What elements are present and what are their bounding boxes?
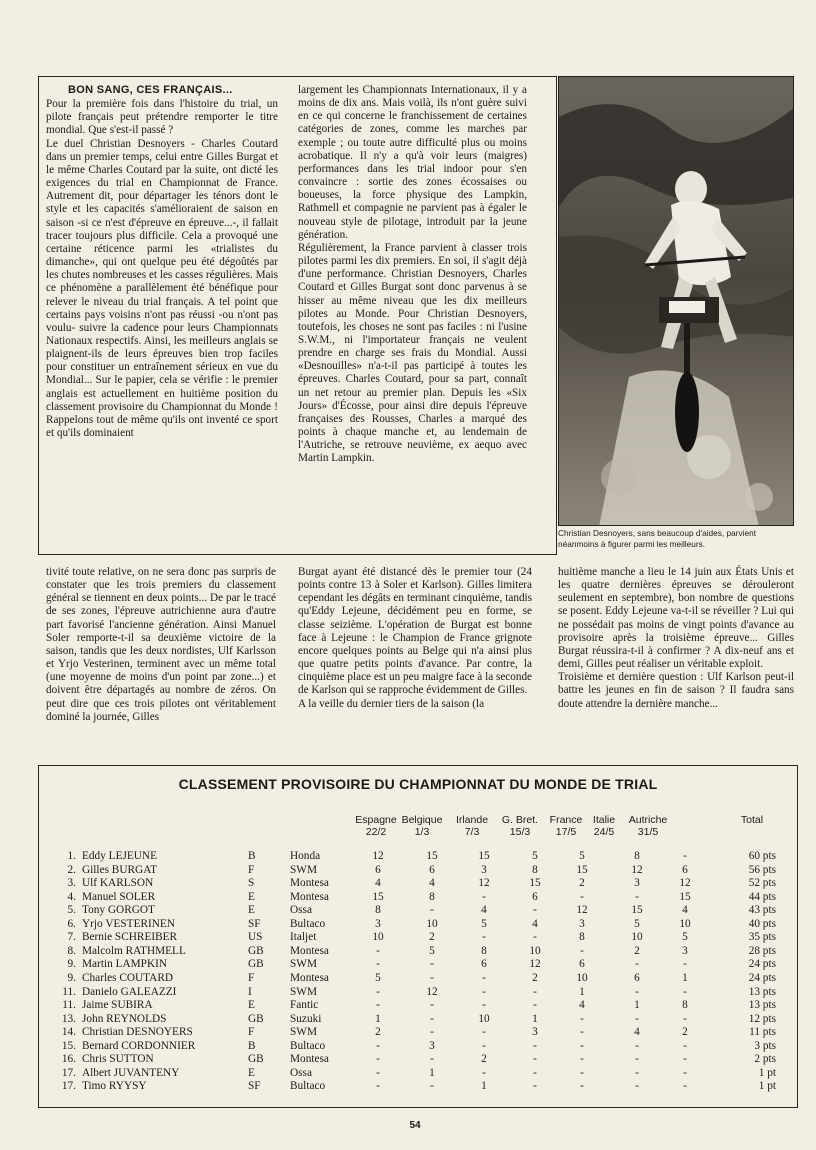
rider-name-cell: Jaime SUBIRA: [82, 999, 153, 1012]
points-cell: -: [430, 958, 434, 971]
nationality-cell: B: [248, 1039, 256, 1052]
page-number: 54: [409, 1120, 421, 1131]
points-cell: 10: [679, 917, 691, 930]
rider-name-cell: Danielo GALEAZZI: [82, 985, 177, 998]
total-cell: 52 pts: [748, 877, 776, 890]
points-cell: -: [482, 1066, 486, 1079]
total-cell: 1 pt: [758, 1080, 776, 1093]
rank-cell: 11.: [62, 985, 76, 998]
column-date: 22/2: [365, 825, 387, 838]
points-cell: -: [683, 850, 687, 862]
points-cell: 3: [375, 917, 381, 930]
points-cell: -: [376, 958, 380, 971]
points-cell: 4: [532, 917, 538, 930]
points-cell: 5: [634, 917, 640, 930]
points-cell: -: [533, 1053, 537, 1066]
rank-cell: 8.: [67, 944, 76, 957]
motorcycle-cell: Suzuki: [290, 1012, 322, 1025]
rank-cell: 5.: [67, 904, 76, 917]
total-cell: 13 pts: [748, 999, 776, 1012]
points-cell: 10: [631, 931, 643, 944]
points-cell: 8: [429, 890, 435, 903]
points-cell: -: [430, 1026, 434, 1039]
nationality-cell: B: [248, 850, 256, 862]
points-cell: 15: [631, 904, 643, 917]
column-header: [624, 815, 672, 838]
points-cell: -: [635, 1039, 639, 1052]
points-cell: -: [376, 944, 380, 957]
column-date: 24/5: [593, 825, 615, 838]
nationality-cell: GB: [248, 1012, 264, 1025]
points-cell: 1: [375, 1012, 381, 1025]
points-cell: 1: [429, 1066, 435, 1079]
photo-caption: Christian Desnoyers, sans beaucoup d'aides, parvient néanmoins à figurer parmi les meilleurs.: [558, 528, 757, 549]
motorcycle-cell: Ossa: [290, 904, 312, 917]
points-cell: 2: [634, 944, 640, 957]
points-cell: 2: [532, 971, 538, 984]
points-cell: -: [635, 1066, 639, 1079]
points-cell: 8: [682, 999, 688, 1012]
points-cell: -: [635, 958, 639, 971]
points-cell: -: [430, 1012, 434, 1025]
points-cell: -: [376, 1039, 380, 1052]
points-cell: 6: [375, 863, 381, 876]
rank-cell: 17.: [61, 1080, 76, 1093]
box-paragraph: Régulièrement, la France parvient à classer trois pilotes parmi les dix premiers. En soi, il s'agit déjà d'une performance. Christian Desnoyers, Charles Coutard et Gilles Burgat sont donc parvenus à se hisser au même niveau que les dix meilleurs pilotes au Monde. Pour Christian Desnoyers, toutefois, les choses ne sont pas faciles : ni l'usine S.W.M., ni l'importateur français ne veulent prendre en charge ses frais du Mondial. Aussi «Desnouilles» n'a-t-il pas participé à toutes les épreuves. Charles Coutard, pour sa part, connaît un net retour au premier plan. Depuis les «Six Jours» d'Écosse, pour ainsi dire depuis l'épreuve françaises des Rousses, Charles a marqué des points à chaque manche et, au lendemain de l'Autriche, se retrouve neuvième, ex aequo avec Martin Lampkin.: [298, 241, 527, 465]
points-cell: -: [376, 1066, 380, 1079]
points-cell: -: [683, 1012, 687, 1025]
rank-cell: 7.: [67, 931, 76, 944]
points-cell: -: [683, 1039, 687, 1052]
points-cell: -: [430, 999, 434, 1012]
points-cell: -: [533, 1080, 537, 1093]
points-cell: 12: [679, 877, 691, 890]
rider-name-cell: Eddy LEJEUNE: [82, 850, 157, 862]
points-cell: 2: [481, 1053, 487, 1066]
nationality-cell: E: [248, 999, 255, 1012]
rank-cell: 2.: [67, 863, 76, 876]
column-country: G. Bret.: [501, 814, 539, 826]
points-cell: 8: [634, 850, 640, 862]
rank-cell: 11.: [62, 999, 76, 1012]
rank-cell: 9.: [67, 971, 76, 984]
motorcycle-cell: Bultaco: [290, 1039, 326, 1052]
points-cell: 3: [634, 877, 640, 890]
box-column-2: [298, 84, 527, 466]
points-cell: -: [430, 1053, 434, 1066]
points-cell: 10: [372, 931, 384, 944]
points-cell: 5: [579, 850, 585, 862]
total-cell: 3 pts: [754, 1039, 776, 1052]
points-cell: 4: [481, 904, 487, 917]
points-cell: -: [482, 985, 486, 998]
motorcycle-cell: SWM: [290, 958, 317, 971]
column-country: Belgique: [401, 814, 443, 826]
points-cell: 5: [532, 850, 538, 862]
points-cell: 4: [579, 999, 585, 1012]
total-cell: 60 pts: [748, 850, 776, 862]
box-paragraph: largement les Championnats Internationaux, il y a moins de dix ans. Mais voilà, ils n'ont guère suivi en ce qui concerne le franchissement de certaines catégories de zones, comme les marches par exemple ; ou toute autre difficulté plus ou moins acrobatique. Il n'y a qu'à voir leurs (maigres) performances dans les trial indoor pour s'en convaincre : sortie des zones écossaises ou boueuses, la force physique des Lampkin, Rathmell et compagnie ne parvient pas à égaler le nouveau style de pilotage, introduit par la jeune génération.: [298, 84, 527, 241]
nationality-cell: F: [248, 971, 255, 984]
points-cell: 15: [679, 890, 691, 903]
nationality-cell: I: [248, 985, 252, 998]
points-cell: 1: [682, 971, 688, 984]
points-cell: 10: [426, 917, 438, 930]
motorcycle-cell: Montesa: [290, 944, 329, 957]
points-cell: 12: [478, 877, 490, 890]
column-header: [352, 815, 400, 838]
column-header: [580, 815, 628, 838]
motorcycle-cell: Bultaco: [290, 917, 326, 930]
rider-name-cell: Manuel SOLER: [82, 890, 156, 903]
nationality-cell: E: [248, 1066, 255, 1079]
nationality-cell: E: [248, 904, 255, 917]
points-cell: -: [683, 985, 687, 998]
column-date: 1/3: [414, 825, 430, 838]
total-cell: 1 pt: [758, 1066, 776, 1079]
box-paragraph: Le duel Christian Desnoyers - Charles Coutard dans un premier temps, celui entre Gilles Burgat et le même Charles Coutard par la suite, ont dicté les exigences du trial en Championnat de France. Autrement dit, pour départager les ténors dont le style et les capacités s'amélioraient de saison en saison -si ce n'est d'épreuve en épreuve...-, il fallait tracer toujours plus difficile. Cela a provoqué une certaine réticence parmi les «trialistes du dimanche», qui ont quelque peu été dégoûtés par les chutes nombreuses et les casses régulières. Mais ce phénomène a parallèlement été bénéfique pour relever le niveau du trial français. A tel point que certains pays voisins n'ont pas réussi -ou n'ont pas voulu- suivre la cadence pour leurs Championnats Nationaux respectifs. Ainsi, les meilleurs anglais se plaignent-ils de leurs épreuves bien trop faciles pour constituer un entraînement sérieux en vue du Mondial... Sur le papier, cela se vérifie : le premier anglais est actuellement en huitième position du classement provisoire du Championnat du Monde ! Rappelons tout de même qu'ils ont inventé ce sport et qu'ils dominaient: [46, 137, 278, 440]
points-cell: 3: [682, 944, 688, 957]
motorcycle-cell: Montesa: [290, 877, 329, 890]
points-cell: 1: [532, 1012, 538, 1025]
column-header: [448, 815, 496, 838]
rider-name-cell: John REYNOLDS: [82, 1012, 167, 1025]
points-cell: 5: [682, 931, 688, 944]
nationality-cell: GB: [248, 944, 264, 957]
points-cell: -: [430, 971, 434, 984]
box-headline: BON SANG, CES FRANÇAIS...: [68, 84, 233, 96]
box-column-1: [46, 84, 278, 440]
points-cell: -: [635, 985, 639, 998]
points-cell: -: [580, 1026, 584, 1039]
points-cell: 6: [532, 890, 538, 903]
points-cell: 12: [529, 958, 541, 971]
column-country: Autriche: [628, 814, 668, 826]
total-cell: 28 pts: [748, 944, 776, 957]
box-paragraph: Pour la première fois dans l'histoire du trial, un pilote français peut prétendre remporter le titre mondial. Que s'est-il passé ?: [46, 98, 278, 137]
points-cell: 8: [375, 904, 381, 917]
points-cell: -: [533, 904, 537, 917]
rider-name-cell: Christian DESNOYERS: [82, 1026, 193, 1039]
rank-cell: 13.: [61, 1012, 76, 1025]
rider-name-cell: Timo RYYSY: [82, 1080, 147, 1093]
points-cell: -: [683, 1066, 687, 1079]
motorcycle-cell: Honda: [290, 850, 321, 862]
rank-cell: 3.: [67, 877, 76, 890]
rider-name-cell: Tony GORGOT: [82, 904, 155, 917]
points-cell: -: [430, 1080, 434, 1093]
rider-name-cell: Bernard CORDONNIER: [82, 1039, 196, 1052]
column-country: Espagne: [355, 814, 397, 826]
total-cell: 12 pts: [748, 1012, 776, 1025]
points-cell: 1: [579, 985, 585, 998]
points-cell: -: [533, 985, 537, 998]
nationality-cell: GB: [248, 1053, 264, 1066]
points-cell: -: [376, 1053, 380, 1066]
rider-name-cell: Albert JUVANTENY: [82, 1066, 180, 1079]
points-cell: -: [533, 1066, 537, 1079]
points-cell: -: [376, 1080, 380, 1093]
points-cell: 12: [631, 863, 643, 876]
column-date: 7/3: [464, 825, 480, 838]
rider-name-cell: Bernie SCHREIBER: [82, 931, 178, 944]
points-cell: 12: [426, 985, 438, 998]
points-cell: 3: [579, 917, 585, 930]
points-cell: 10: [529, 944, 541, 957]
points-cell: -: [533, 931, 537, 944]
rank-cell: 17.: [61, 1066, 76, 1079]
standings-title: CLASSEMENT PROVISOIRE DU CHAMPIONNAT DU MONDE DE TRIAL: [178, 776, 658, 792]
nationality-cell: SF: [248, 917, 261, 930]
points-cell: 2: [682, 1026, 688, 1039]
points-cell: 6: [634, 971, 640, 984]
points-cell: 4: [429, 877, 435, 890]
points-cell: 12: [576, 904, 588, 917]
rider-name-cell: Yrjo VESTERINEN: [82, 917, 175, 930]
points-cell: -: [376, 999, 380, 1012]
column-header: [398, 815, 446, 838]
total-cell: 43 pts: [748, 904, 776, 917]
total-cell: 35 pts: [748, 931, 776, 944]
rank-cell: 9.: [67, 958, 76, 971]
points-cell: -: [430, 904, 434, 917]
rank-cell: 16.: [61, 1053, 76, 1066]
points-cell: 8: [532, 863, 538, 876]
column-date: 15/3: [509, 825, 531, 838]
points-cell: 6: [579, 958, 585, 971]
total-cell: 11 pts: [749, 1026, 776, 1039]
motorcycle-cell: Fantic: [290, 999, 319, 1012]
points-cell: 5: [481, 917, 487, 930]
points-cell: 4: [375, 877, 381, 890]
points-cell: 15: [478, 850, 490, 862]
points-cell: 2: [579, 877, 585, 890]
points-cell: -: [580, 1080, 584, 1093]
points-cell: 4: [682, 904, 688, 917]
motorcycle-cell: SWM: [290, 1026, 317, 1039]
total-cell: 24 pts: [748, 958, 776, 971]
motorcycle-cell: SWM: [290, 985, 317, 998]
total-cell: 24 pts: [748, 971, 776, 984]
nationality-cell: GB: [248, 958, 264, 971]
points-cell: 15: [372, 890, 384, 903]
points-cell: 6: [481, 958, 487, 971]
rider-name-cell: Chris SUTTON: [82, 1053, 154, 1066]
motorcycle-cell: SWM: [290, 863, 317, 876]
rider-name-cell: Martin LAMPKIN: [82, 958, 168, 971]
points-cell: -: [580, 890, 584, 903]
points-cell: 3: [481, 863, 487, 876]
points-cell: -: [635, 890, 639, 903]
rank-cell: 6.: [67, 917, 76, 930]
motorcycle-cell: Montesa: [290, 890, 329, 903]
points-cell: 10: [576, 971, 588, 984]
points-cell: 2: [429, 931, 435, 944]
rider-photo-image: [559, 77, 794, 526]
rider-name-cell: Charles COUTARD: [82, 971, 174, 984]
points-cell: -: [580, 944, 584, 957]
points-cell: -: [376, 985, 380, 998]
rider-name-cell: Gilles BURGAT: [82, 863, 158, 876]
points-cell: -: [635, 1053, 639, 1066]
rider-name-cell: Malcolm RATHMELL: [82, 944, 186, 957]
points-cell: -: [635, 1012, 639, 1025]
motorcycle-cell: Montesa: [290, 971, 329, 984]
points-cell: 5: [429, 944, 435, 957]
points-cell: -: [482, 1039, 486, 1052]
column-header: [496, 815, 544, 838]
nationality-cell: E: [248, 890, 255, 903]
motorcycle-cell: Bultaco: [290, 1080, 326, 1093]
points-cell: 1: [634, 999, 640, 1012]
points-cell: 4: [634, 1026, 640, 1039]
total-cell: 13 pts: [748, 985, 776, 998]
points-cell: 15: [529, 877, 541, 890]
rider-photo: [558, 76, 794, 526]
points-cell: 12: [372, 850, 384, 862]
points-cell: 8: [481, 944, 487, 957]
nationality-cell: F: [248, 1026, 255, 1039]
rider-name-cell: Ulf KARLSON: [82, 877, 154, 890]
article-column-2: Burgat ayant été distancé dès le premier tour (24 points contre 13 à Soler et Karlson). Gilles limitera cependant les dégâts en terminant cinquième, tandis qu'Eddy Lejeune, décidément peu en forme, se classe seizième. L'opération de Burgat est bonne face à Lejeune : le Champion de France grignote encore quelques points au Belge qui n'a ainsi plus que quatre petits points d'avance. Par contre, la cinquième place est un peu maigre face à la seconde de Karlson qui se rapproche évidemment de Gilles. A la veille du dernier tiers de la saison (la: [298, 566, 532, 710]
points-cell: 3: [532, 1026, 538, 1039]
total-cell: 44 pts: [748, 890, 776, 903]
points-cell: -: [683, 958, 687, 971]
points-cell: -: [482, 999, 486, 1012]
rank-cell: 1.: [67, 850, 76, 862]
points-cell: -: [482, 890, 486, 903]
points-cell: -: [533, 999, 537, 1012]
motorcycle-cell: Italjet: [290, 931, 317, 944]
article-column-1: tivité toute relative, on ne sera donc pas surpris de constater que les trois premiers du classement général se tiennent en deux points... De par le tracé de ses zones, l'épreuve autrichienne aura d'autre part favorisé l'ancienne génération. Ainsi Manuel Soler remporte-t-il sa deuxième victoire de la saison, tandis que les deux nordistes, Ulf Karlsson et Yrjo Vesterinen, terminent avec un même total (une moyenne de moins d'un point par zone...) et doivent être départagés au nombre de zéros. On peut dire que ces trois pilotes ont véritablement dominé la journée, Gilles: [46, 566, 276, 723]
nationality-cell: SF: [248, 1080, 261, 1093]
column-country: France: [549, 814, 583, 826]
column-country: Italie: [592, 814, 616, 826]
points-cell: -: [683, 1080, 687, 1093]
points-cell: -: [580, 1039, 584, 1052]
points-cell: -: [533, 1039, 537, 1052]
column-country: Irlande: [455, 814, 489, 826]
points-cell: 8: [579, 931, 585, 944]
points-cell: 15: [576, 863, 588, 876]
rank-cell: 4.: [67, 890, 76, 903]
column-date: 31/5: [637, 825, 659, 838]
points-cell: -: [580, 1053, 584, 1066]
total-cell: 2 pts: [754, 1053, 776, 1066]
nationality-cell: US: [248, 931, 263, 944]
total-cell: 40 pts: [748, 917, 776, 930]
points-cell: 6: [429, 863, 435, 876]
points-cell: -: [580, 1012, 584, 1025]
points-cell: -: [635, 1080, 639, 1093]
points-cell: 1: [481, 1080, 487, 1093]
rank-cell: 15.: [61, 1039, 76, 1052]
points-cell: -: [683, 1053, 687, 1066]
total-cell: 56 pts: [748, 863, 776, 876]
points-cell: 6: [682, 863, 688, 876]
points-cell: 3: [429, 1039, 435, 1052]
points-cell: 15: [426, 850, 438, 862]
points-cell: -: [580, 1066, 584, 1079]
motorcycle-cell: Ossa: [290, 1066, 312, 1079]
points-cell: -: [482, 1026, 486, 1039]
nationality-cell: S: [248, 877, 255, 890]
nationality-cell: F: [248, 863, 255, 876]
points-cell: -: [482, 931, 486, 944]
column-header-total: Total: [740, 814, 764, 826]
column-date: 17/5: [555, 825, 577, 838]
rank-cell: 14.: [61, 1026, 76, 1039]
points-cell: 5: [375, 971, 381, 984]
article-column-3: huitième manche a lieu le 14 juin aux États Unis et les quatre dernières épreuves se dérouleront seulement en septembre), bon nombre de questions se posent. Eddy Lejeune va-t-il se réveiller ? Lui qui ne possédait pas moins de vingt points d'avance au provisoire après la troisième épreuve... Gilles Burgat réussira-t-il à confirmer ? A dix-neuf ans et demi, Gilles peut réaliser un véritable exploit. Troisième et dernière question : Ulf Karlson peut-il battre les jeunes en fin de saison ? Il faudra sans doute attendre la dernière manche...: [558, 566, 794, 710]
motorcycle-cell: Montesa: [290, 1053, 329, 1066]
points-cell: 10: [478, 1012, 490, 1025]
points-cell: 2: [375, 1026, 381, 1039]
points-cell: -: [482, 971, 486, 984]
